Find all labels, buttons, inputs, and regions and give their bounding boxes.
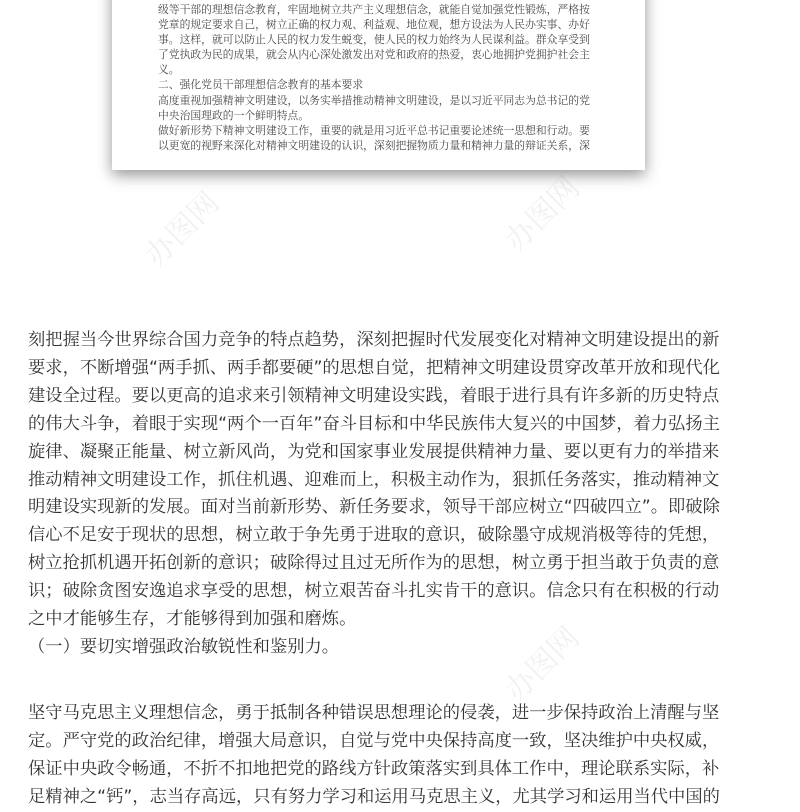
preview-text xyxy=(158,2,631,153)
text-line: 刻把握当今世界综合国力竞争的特点趋势，深刻把握时代发展变化对精神文明建设提出的新 xyxy=(28,330,720,350)
preview-line: 义。 xyxy=(158,63,180,77)
text-line: 定。严守党的政治纪律，增强大局意识，自觉与党中央保持高度一致，坚决维护中央权威， xyxy=(28,730,720,751)
watermark: 办图网 xyxy=(498,170,587,259)
preview-line: 做好新形势下精神文明建设工作，重要的就是用习近平总书记重要论述统一思想和行动。要 xyxy=(158,123,590,137)
text-line: 建设全过程。要以更高的追求来引领精神文明建设实践，着眼于进行具有许多新的历史特点 xyxy=(28,385,720,406)
text-line: 坚守马克思主义理想信念，勇于抵制各种错误思想理论的侵袭，进一步保持政治上清醒与坚 xyxy=(28,703,720,723)
preview-line: 以更宽的视野来深化对精神文明建设的认识，深刻把握物质力量和精神力量的辩证关系，深 xyxy=(158,138,590,152)
preview-line: 党章的规定要求自己，树立正确的权力观、利益观、地位观，想方设法为人民办实事、办好 xyxy=(158,18,590,32)
text-line: 旋律、凝聚正能量、树立新风尚，为党和国家事业发展提供精神力量、要以更有力的举措来 xyxy=(28,441,720,462)
text-line: 的伟大斗争，着眼于实现“两个一百年”奋斗目标和中华民族伟大复兴的中国梦，着力弘扬主 xyxy=(28,413,720,434)
text-line: 保证中央政令畅通，不折不扣地把党的路线方针政策落实到具体工作中，理论联系实际，补 xyxy=(28,758,720,779)
preview-heading: 二、强化党员干部理想信念教育的基本要求 xyxy=(158,78,364,92)
text-line: 明建设实现新的发展。面对当前新形势、新任务要求，领导干部应树立“四破四立”。即破除 xyxy=(28,497,720,518)
section-heading: （一）要切实增强政治敏锐性和鉴别力。 xyxy=(28,636,340,657)
preview-line: 级等干部的理想信念教育，牢固地树立共产主义理想信念，就能自觉加强党性锻炼，严格按 xyxy=(158,3,590,16)
text-line: 树立抢抓机遇开拓创新的意识；破除得过且过无所作为的思想，树立勇于担当敢于负责的意 xyxy=(28,553,720,574)
text-line: 信心不足安于现状的思想，树立敢于争先勇于进取的意识，破除墨守成规消极等待的凭想， xyxy=(28,525,720,546)
body-paragraph xyxy=(28,327,780,662)
text-line: 推动精神文明建设工作，抓住机遇、迎难而上，积极主动作为，狠抓任务落实，推动精神文 xyxy=(28,469,720,490)
text-line: 之中才能够生存，才能够得到加强和磨炼。 xyxy=(28,609,357,630)
text-line: 要求，不断增强“两手抓、两手都要硬”的思想自觉，把精神文明建设贯穿改革开放和现代化 xyxy=(28,357,720,378)
document-preview-card xyxy=(112,0,645,170)
preview-line: 了党执政为民的成果，就会从内心深处激发出对党和政府的热爱，衷心地拥护党拥护社会主 xyxy=(158,48,590,62)
preview-line: 中央治国理政的一个鲜明特点。 xyxy=(158,108,310,122)
body-paragraph xyxy=(28,700,780,812)
watermark: 办图网 xyxy=(498,620,587,709)
text-line: 足精神之“钙”，志当存高远，只有努力学习和运用马克思主义，尤其学习和运用当代中国的 xyxy=(28,786,720,807)
text-line: 识；破除贪图安逸追求享受的思想，树立艰苦奋斗扎实肯干的意识。信念只有在积极的行动 xyxy=(28,581,720,602)
preview-line: 事。这样，就可以防止人民的权力发生蜕变，使人民的权力始终为人民谋利益。群众享受到 xyxy=(158,33,590,47)
preview-line: 高度重视加强精神文明建设，以务实举措推动精神文明建设，是以习近平同志为总书记的党 xyxy=(158,93,590,107)
watermark: 办图网 xyxy=(138,185,227,274)
